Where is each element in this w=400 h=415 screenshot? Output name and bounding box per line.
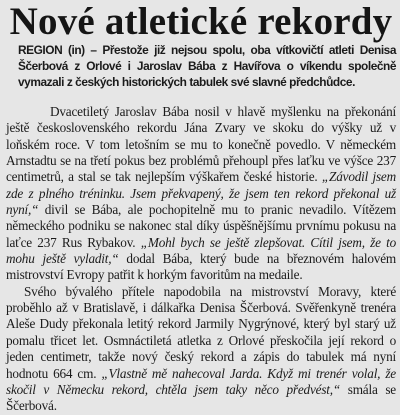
article-headline: Nové atletické rekordy <box>9 0 393 43</box>
paragraph-text: Svého bývalého přítele napodobila na mistrovství Moravy, které proběhlo až v Bratislavě, i dálkařka Denisa Ščerbová. Svěřenkyně trenéra Aleše Dudy překonala letitý rekord Jarmily Nygrýnové, který byl starý už pomalu třicet let. Osmnáctiletá atletka z Orlové přeskočila její rekord o jeden centimetr, takže nový český rekord a zápis do tabulek má nyní hodnotu 664 cm. <box>6 283 396 381</box>
article-body <box>6 104 396 415</box>
article-lead: REGION (in) – Přestože již nejsou spolu, oba vítkovičtí atleti Denisa Ščerbová z Orlové i Jaroslav Bába z Havířova o víkendu společně vymazali z českých historických tabulek své slavné předchůdce. <box>18 43 396 89</box>
paragraph-text: divil se Bába, ale pochopitelně mu to pranic nevadilo. Vítězem německého podniku se nakonec stal díky úspěšnějšímu prvnímu pokusu na laťce 237 Rus Rybakov. <box>6 202 396 250</box>
paragraph-text: dodal Bába, který bude na březnovém halovém mistrovství Evropy patřit k horkým favoritům na medaile. <box>6 251 396 283</box>
article-paragraph <box>6 104 396 284</box>
article-paragraph <box>6 284 396 415</box>
paragraph-text: smála se Ščerbová. <box>6 381 396 414</box>
quote-text: „Vlastně mě nahecoval Jarda. Když mi trenér volal, že skočil v Německu rekord, chtěla jsem taky něco předvést,“ <box>6 365 396 397</box>
quote-text: „Závodil jsem zde z plného tréninku. Jsem překvapený, že jsem ten rekord překonal už nyní,“ <box>6 169 396 218</box>
paragraph-text: Dvacetiletý Jaroslav Bába nosil v hlavě myšlenku na překonání ještě československého rekordu Jána Zvary ve skoku do výšky už v loňském roce. V tom letošním se mu to konečně povedlo. V německém Arnstadtu se na třetí pokus bez problémů přehoupl přes laťku ve výšce 237 centimetrů, a stal se tak nejlepším výškařem české historie. <box>6 104 396 185</box>
quote-text: „Mohl bych se ještě zlepšovat. Cítil jsem, že to mohu ještě vyladit,“ <box>6 234 396 267</box>
